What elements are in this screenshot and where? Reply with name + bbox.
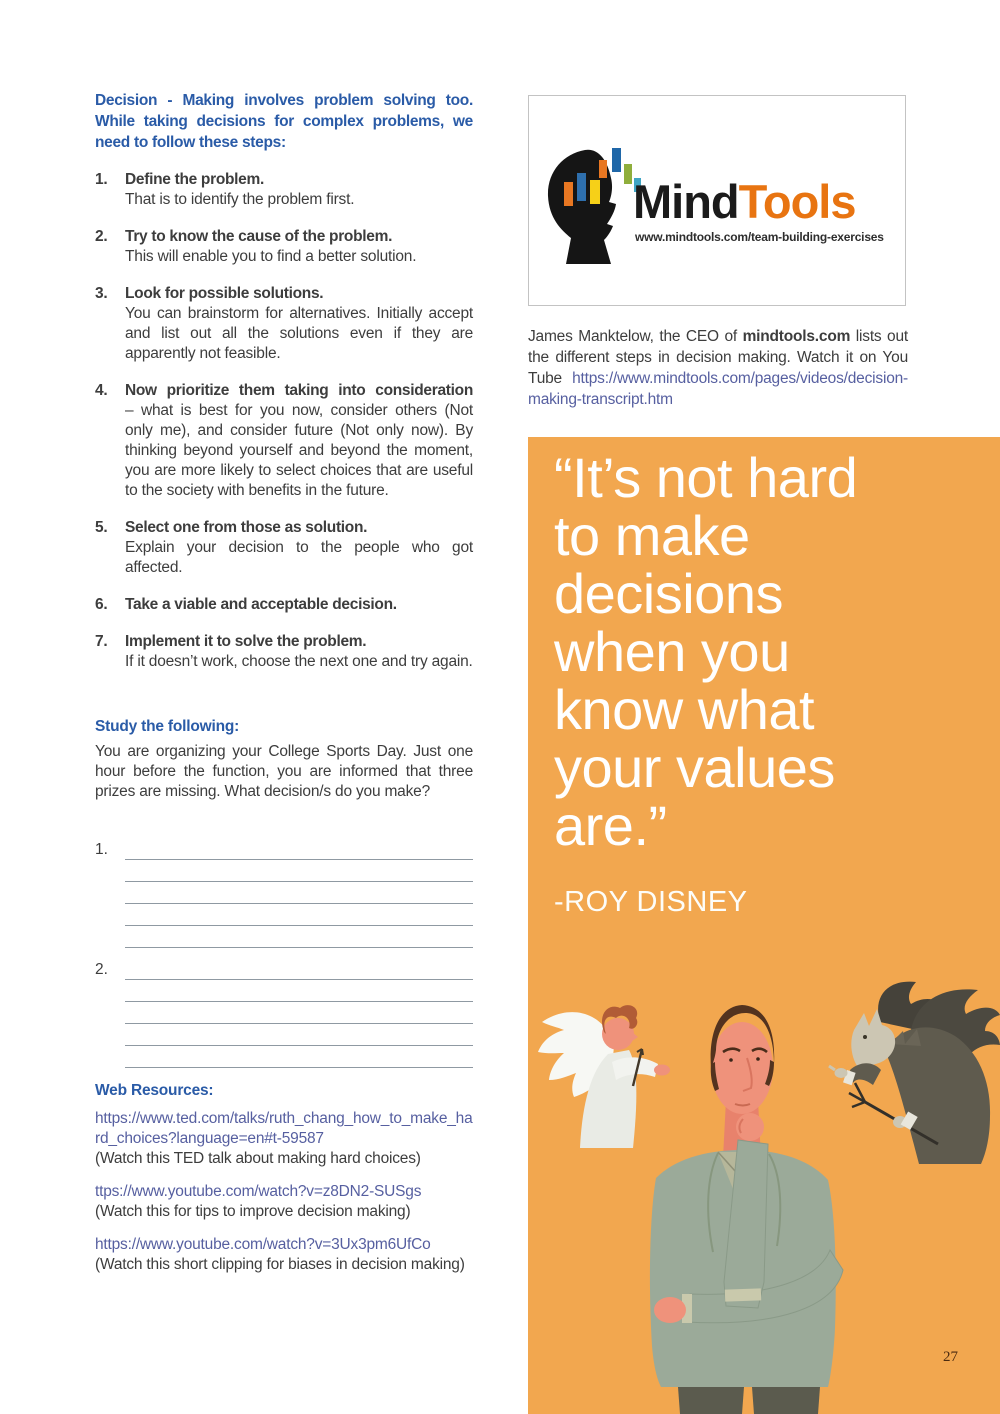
- answer-blank-line[interactable]: [125, 1046, 473, 1068]
- step-body: If it doesn’t work, choose the next one and try again.: [125, 653, 473, 670]
- answer-blank-line[interactable]: [125, 958, 473, 980]
- step-number: 1.: [95, 171, 108, 188]
- study-text: You are organizing your College Sports Day. Just one hour before the function, you are informed that three prizes are missing. What decision/s do you make?: [95, 743, 473, 800]
- step-title: Now prioritize them taking into consideration: [125, 382, 473, 399]
- quote-line: your values: [554, 736, 835, 799]
- quote-line: “It’s not hard: [554, 446, 858, 509]
- step-body: This will enable you to find a better solution.: [125, 248, 417, 265]
- step-body: That is to identify the problem first.: [125, 191, 355, 208]
- answer-block-2: [95, 958, 473, 1068]
- step-title: Look for possible solutions.: [125, 285, 324, 302]
- mindtools-wordmark: [633, 175, 856, 228]
- resource-note: (Watch this for tips to improve decision making): [95, 1203, 411, 1220]
- thinking-man-figure: [650, 1005, 843, 1414]
- angel-devil-illustration: [528, 950, 1000, 1414]
- resource-link[interactable]: https://www.youtube.com/watch?v=3Ux3pm6UfCo: [95, 1236, 431, 1253]
- resource-item: [95, 1182, 473, 1222]
- intro-heading: Decision - Making involves problem solving too. While taking decisions for complex problems, we need to follow these steps:: [95, 92, 473, 151]
- caption-text: James Manktelow, the CEO of: [528, 328, 743, 345]
- quote-panel: [528, 437, 1000, 1414]
- step-title: Implement it to solve the problem.: [125, 633, 367, 650]
- answer-blank-line[interactable]: [125, 980, 473, 1002]
- step-item-3: [95, 284, 473, 364]
- quote-line: know what: [554, 678, 815, 741]
- quote-line: decisions: [554, 562, 783, 625]
- resource-item: [95, 1235, 473, 1275]
- study-section: [95, 716, 473, 802]
- web-resources-heading: Web Resources:: [95, 1082, 214, 1099]
- step-body: You can brainstorm for alternatives. Initially accept and list out all the solutions even if they are apparently not feasible.: [125, 305, 473, 362]
- study-heading: Study the following:: [95, 718, 240, 735]
- step-item-4: [95, 381, 473, 501]
- step-number: 6.: [95, 596, 108, 613]
- step-title: Try to know the cause of the problem.: [125, 228, 393, 245]
- caption-text: lists out the different steps in decision making. Watch it on You Tube: [528, 328, 909, 387]
- mindtools-site-url: www.mindtools.com/team-building-exercises: [635, 230, 884, 244]
- answer-blank-line[interactable]: [125, 882, 473, 904]
- resource-note: (Watch this TED talk about making hard choices): [95, 1150, 421, 1167]
- resource-link[interactable]: ttps://www.youtube.com/watch?v=z8DN2-SUSgs: [95, 1183, 422, 1200]
- step-item-2: [95, 227, 473, 267]
- step-number: 3.: [95, 285, 108, 302]
- quote-block: [554, 446, 858, 919]
- step-item-5: [95, 518, 473, 578]
- quote-line: to make: [554, 504, 750, 567]
- step-number: 7.: [95, 633, 108, 650]
- decision-steps-list: [95, 170, 473, 689]
- step-title: Define the problem.: [125, 171, 264, 188]
- step-body: Explain your decision to the people who got affected.: [125, 539, 473, 576]
- quote-attribution: -ROY DISNEY: [554, 886, 748, 918]
- answer-blank-line[interactable]: [125, 1024, 473, 1046]
- step-item-7: [95, 632, 473, 672]
- step-body: – what is best for you now, consider others (Not only me), and consider future (Not only now). By thinking beyond yourself and beyond the moment, you are more likely to select choices that are useful to the society with benefits in the future.: [125, 402, 473, 499]
- brand-tools: Tools: [738, 175, 856, 228]
- image-caption: [528, 326, 908, 410]
- resource-note: (Watch this short clipping for biases in decision making): [95, 1256, 465, 1273]
- answer-number: 1.: [95, 841, 108, 858]
- answer-blank-line[interactable]: [125, 926, 473, 948]
- answer-blank-line[interactable]: [125, 838, 473, 860]
- step-item-1: [95, 170, 473, 210]
- page-number: 27: [943, 1349, 958, 1365]
- web-resources-section: [95, 1080, 473, 1288]
- answer-blank-line[interactable]: [125, 1002, 473, 1024]
- quote-line: when you: [554, 620, 790, 683]
- answer-blanks: [95, 838, 473, 1078]
- step-item-6: [95, 595, 473, 615]
- answer-blank-line[interactable]: [125, 904, 473, 926]
- quote-line: are.”: [554, 794, 667, 857]
- step-number: 4.: [95, 382, 108, 399]
- step-title: Select one from those as solution.: [125, 519, 368, 536]
- step-number: 5.: [95, 519, 108, 536]
- answer-blank-line[interactable]: [125, 860, 473, 882]
- answer-number: 2.: [95, 961, 108, 978]
- angel-figure: [538, 1005, 670, 1148]
- resource-link[interactable]: https://www.ted.com/talks/ruth_chang_how_to_make_hard_choices?language=en#t-59587: [95, 1110, 473, 1147]
- caption-brand: mindtools.com: [742, 328, 851, 345]
- brand-mind: Mind: [633, 175, 739, 228]
- step-number: 2.: [95, 228, 108, 245]
- resource-item: [95, 1109, 473, 1169]
- mindtools-logo-image: [528, 95, 906, 306]
- step-title: Take a viable and acceptable decision.: [125, 596, 397, 613]
- devil-figure: [829, 982, 1000, 1164]
- caption-link[interactable]: https://www.mindtools.com/pages/videos/decision-making-transcript.htm: [528, 370, 908, 408]
- answer-block-1: [95, 838, 473, 948]
